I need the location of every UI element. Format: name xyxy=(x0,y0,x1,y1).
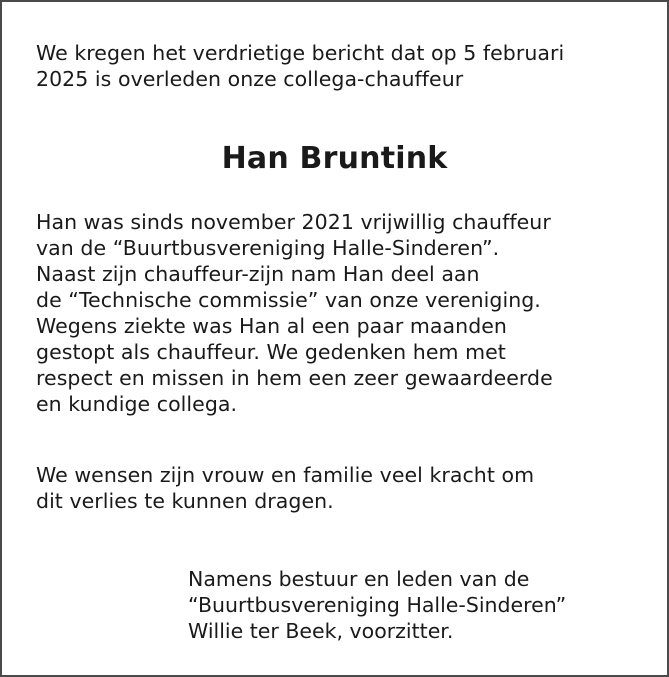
condolence-line: We wensen zijn vrouw en familie veel kracht om xyxy=(36,463,535,487)
signature-line: Willie ter Beek, voorzitter. xyxy=(188,619,454,643)
deceased-name: Han Bruntink xyxy=(221,141,448,176)
body-line: Wegens ziekte was Han al een paar maanden xyxy=(36,314,507,338)
body-line: en kundige collega. xyxy=(36,392,238,416)
body-line: van de “Buurtbusvereniging Halle-Sinderen”. xyxy=(36,236,500,260)
intro-line: 2025 is overleden onze collega-chauffeur xyxy=(36,67,464,91)
intro-line: We kregen het verdrietige bericht dat op 5 februari xyxy=(36,41,565,65)
body-line: gestopt als chauffeur. We gedenken hem met xyxy=(36,340,506,364)
body-paragraph xyxy=(36,209,553,417)
body-line: respect en missen in hem een zeer gewaardeerde xyxy=(36,366,553,390)
signature-block xyxy=(188,566,566,644)
condolence-line: dit verlies te kunnen dragen. xyxy=(36,489,334,513)
body-line: Naast zijn chauffeur-zijn nam Han deel aan xyxy=(36,262,480,286)
body-line: de “Technische commissie” van onze vereniging. xyxy=(36,288,541,312)
signature-line: Namens bestuur en leden van de xyxy=(188,567,530,591)
signature-line: “Buurtbusvereniging Halle-Sinderen” xyxy=(188,593,567,617)
intro-paragraph xyxy=(36,40,564,92)
condolence-paragraph xyxy=(36,462,534,514)
body-line: Han was sinds november 2021 vrijwillig chauffeur xyxy=(36,210,551,234)
